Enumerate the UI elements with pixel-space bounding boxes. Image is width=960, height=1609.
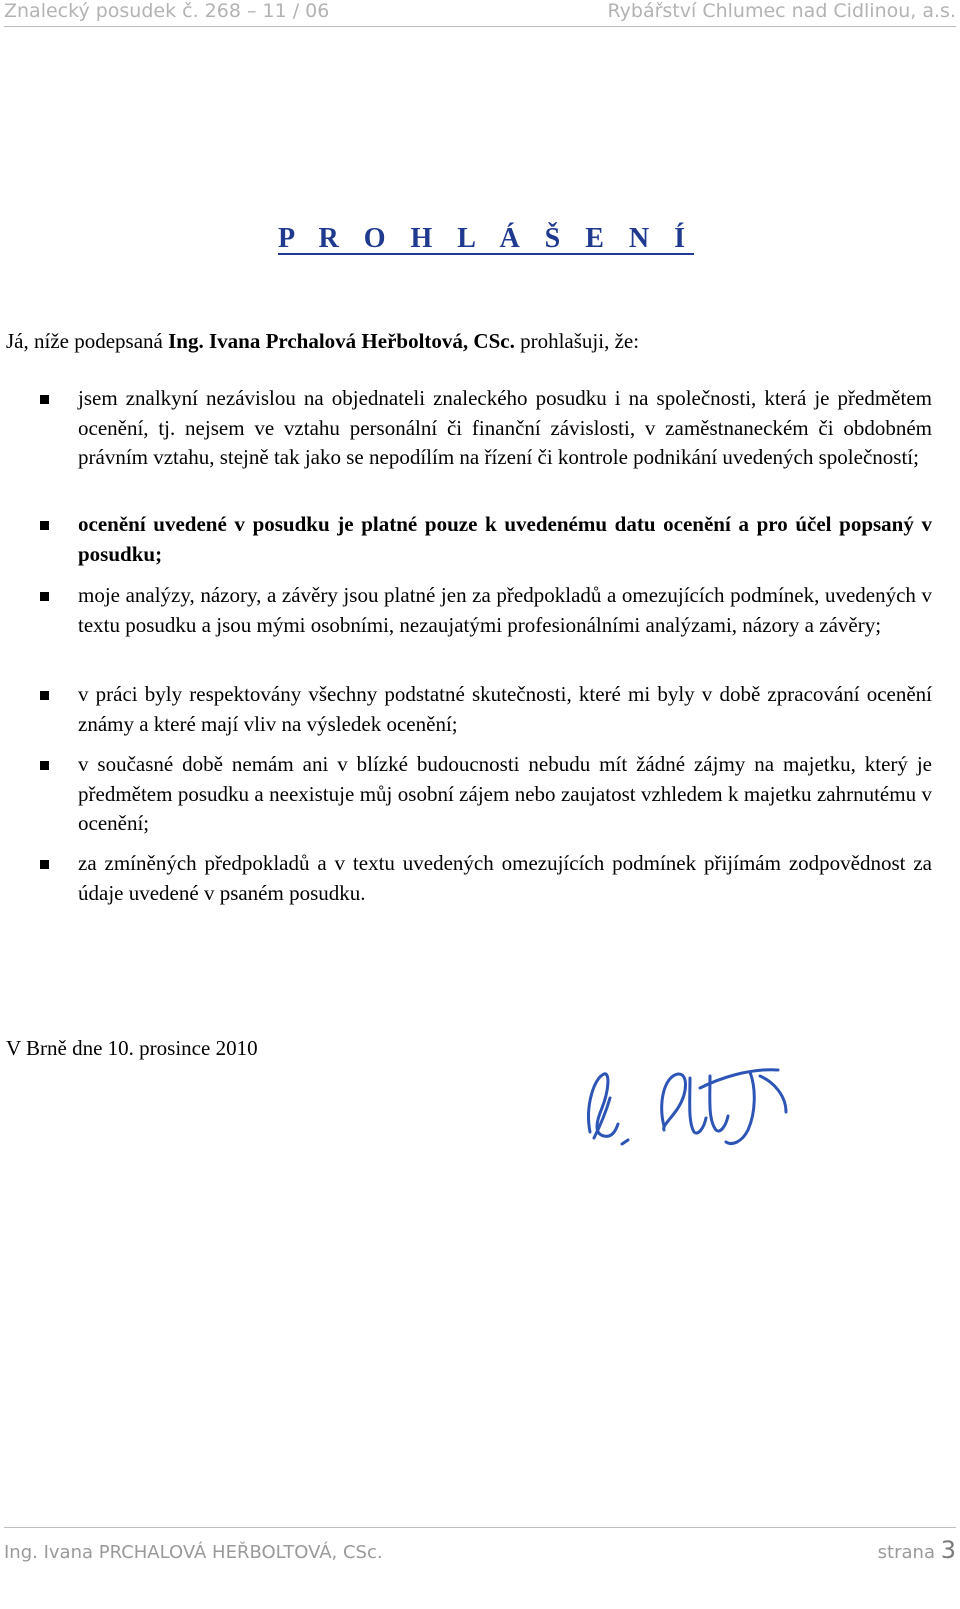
- header-company-name: Rybářství Chlumec nad Cidlinou, a.s.: [607, 0, 956, 22]
- square-bullet-icon: [40, 395, 49, 404]
- footer-page-number: 3: [940, 1536, 956, 1564]
- square-bullet-icon: [40, 592, 49, 601]
- header-document-number: Znalecký posudek č. 268 – 11 / 06: [4, 0, 330, 22]
- declaration-item-text: za zmíněných předpokladů a v textu uvedených omezujících podmínek přijímám zodpovědnost za údaje uvedené v psaném posudku.: [78, 851, 932, 905]
- declaration-item-responsibility: [78, 849, 932, 908]
- square-bullet-icon: [40, 521, 49, 530]
- declaration-item-text: moje analýzy, názory, a závěry jsou platné jen za předpokladů a omezujících podmínek, uvedených v textu posudku a jsou mými osobními, nezaujatými profesionálními analýzami, názory a závěry;: [78, 583, 932, 637]
- declaration-item-text: v práci byly respektovány všechny podstatné skutečnosti, které mi byly v době zpracování ocenění známy a které mají vliv na výsledek ocenění;: [78, 682, 932, 736]
- footer-page-label: strana: [877, 1542, 935, 1563]
- intro-suffix: prohlašuji, že:: [514, 329, 640, 353]
- footer-author: Ing. Ivana PRCHALOVÁ HEŘBOLTOVÁ, CSc.: [4, 1542, 383, 1563]
- intro-prefix: Já, níže podepsaná: [6, 329, 169, 353]
- square-bullet-icon: [40, 860, 49, 869]
- square-bullet-icon: [40, 691, 49, 700]
- handwritten-signature: [560, 1048, 800, 1158]
- declaration-item-text: ocenění uvedené v posudku je platné pouze k uvedenému datu ocenění a pro účel popsaný v posudku;: [78, 512, 932, 566]
- declaration-item-text: jsem znalkyní nezávislou na objednateli znaleckého posudku i na společnosti, která je předmětem ocenění, tj. nejsem ve vztahu personální či finanční závislosti, v zaměstnaneckém či obdobném právním vztahu, stejně tak jako se nepodílím na řízení či kontrole podnikání uvedených společností;: [78, 386, 932, 469]
- declaration-item-analyses: [78, 581, 932, 640]
- document-title: P R O H L Á Š E N Í: [277, 223, 695, 254]
- place-and-date: V Brně dne 10. prosince 2010: [6, 1036, 258, 1060]
- declarant-name: Ing. Ivana Prchalová Heřboltová, CSc.: [168, 329, 515, 353]
- declaration-item-validity: [78, 510, 932, 569]
- page-header: [4, 0, 956, 27]
- title-container: [0, 222, 960, 256]
- square-bullet-icon: [40, 761, 49, 770]
- page-footer: [4, 1527, 956, 1566]
- declaration-item-independence: [78, 384, 932, 473]
- declaration-item-facts: [78, 680, 932, 739]
- footer-page-indicator: [877, 1536, 956, 1566]
- declaration-item-text: v současné době nemám ani v blízké budoucnosti nebudu mít žádné zájmy na majetku, který je předmětem posudku a neexistuje můj osobní zájem nebo zaujatost vzhledem k majetku zahrnutému v ocenění;: [78, 752, 932, 835]
- intro-paragraph: [6, 326, 639, 356]
- declaration-item-no-interest: [78, 750, 932, 839]
